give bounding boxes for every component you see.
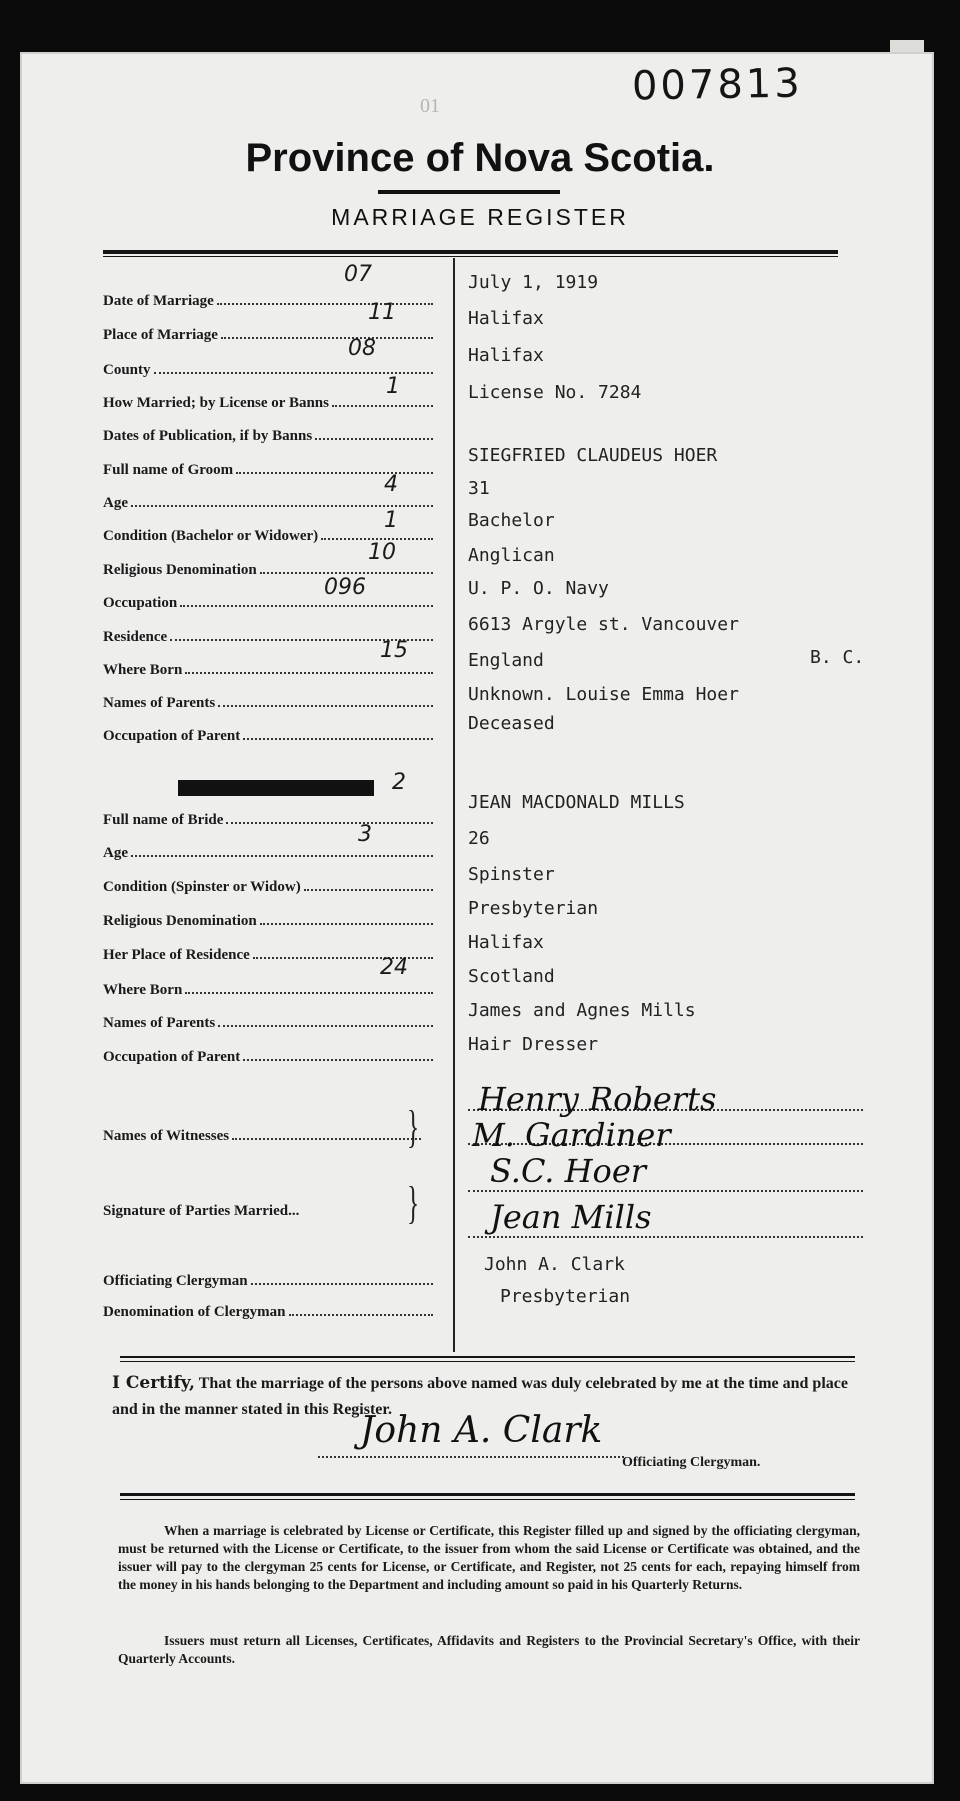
handwritten-code: 07 <box>344 262 372 287</box>
field-label: Names of Parents <box>103 1008 433 1032</box>
column-divider <box>453 258 455 1352</box>
handwritten-code: 1 <box>384 508 398 533</box>
parties-label: Signature of Parties Married... <box>103 1203 300 1219</box>
clergy-denomination-value: Presbyterian <box>500 1286 631 1307</box>
handwritten-code: 4 <box>384 472 398 497</box>
field-value: 6613 Argyle st. Vancouver <box>468 614 739 635</box>
field-value: SIEGFRIED CLAUDEUS HOER <box>468 445 718 466</box>
field-value: James and Agnes Mills <box>468 1000 696 1021</box>
signature-line <box>318 1456 624 1458</box>
field-label: Dates of Publication, if by Banns <box>103 421 433 445</box>
title-underline <box>378 190 560 194</box>
faint-mark: 01 <box>420 95 440 117</box>
parties-line-1 <box>468 1190 863 1192</box>
field-value: Scotland <box>468 966 555 987</box>
field-label: Full name of Groom <box>103 455 433 479</box>
field-label: Her Place of Residence <box>103 940 433 964</box>
officiating-value: John A. Clark <box>484 1254 625 1275</box>
handwritten-code: 096 <box>324 575 366 600</box>
footer-return-note: Issuers must return all Licenses, Certificates, Affidavits and Registers to the Provincial Secretary's Office, with their Quarterly Accounts. <box>118 1633 860 1666</box>
handwritten-code: 3 <box>358 822 372 847</box>
field-label: Age <box>103 838 433 862</box>
field-label: Age <box>103 488 433 512</box>
field-value: Halifax <box>468 932 544 953</box>
field-label: County <box>103 355 433 379</box>
field-label: Full name of Bride <box>103 805 433 829</box>
field-label: Names of Parents <box>103 688 433 712</box>
field-value: 26 <box>468 828 490 849</box>
certificate-rule-thin <box>120 1361 855 1362</box>
field-value: U. P. O. Navy <box>468 578 609 599</box>
field-value: July 1, 1919 <box>468 272 599 293</box>
field-value: Halifax <box>468 345 544 366</box>
redaction-bar <box>178 780 374 796</box>
field-label: Place of Marriage <box>103 320 433 344</box>
field-label: Religious Denomination <box>103 906 433 930</box>
field-value: Anglican <box>468 545 555 566</box>
field-value: England <box>468 650 544 671</box>
field-label: Residence <box>103 622 433 646</box>
handwritten-code: 24 <box>380 955 408 980</box>
certificate-lead: I Certify, <box>112 1373 195 1393</box>
witnesses-label: Names of Witnesses <box>103 1121 421 1145</box>
handwritten-code: 08 <box>348 336 376 361</box>
field-value: Unknown. Louise Emma Hoer <box>468 684 739 705</box>
field-label: Occupation <box>103 588 433 612</box>
field-label: Where Born <box>103 975 433 999</box>
footer-rule-thin <box>120 1499 855 1500</box>
residence-province: B. C. <box>810 647 865 668</box>
field-value: Presbyterian <box>468 898 599 919</box>
field-label: Religious Denomination <box>103 555 433 579</box>
form-subtitle: MARRIAGE REGISTER <box>331 204 629 230</box>
certificate-rule <box>120 1356 855 1358</box>
field-value: Bachelor <box>468 510 555 531</box>
handwritten-code: 11 <box>368 300 396 325</box>
field-label: Condition (Bachelor or Widower) <box>103 521 433 545</box>
bride-signature: Jean Mills <box>490 1198 652 1236</box>
field-value: Hair Dresser <box>468 1034 599 1055</box>
parties-brace: } <box>406 1177 420 1228</box>
header-rule <box>103 250 838 254</box>
field-label: Date of Marriage <box>103 286 433 310</box>
field-value: JEAN MACDONALD MILLS <box>468 792 685 813</box>
field-label: Occupation of Parent <box>103 1042 433 1066</box>
header-rule-thin <box>103 256 838 257</box>
field-label: Condition (Spinster or Widow) <box>103 872 433 896</box>
field-value: Spinster <box>468 864 555 885</box>
field-value: Halifax <box>468 308 544 329</box>
witness-signature-1: Henry Roberts <box>478 1080 717 1118</box>
field-value: License No. 7284 <box>468 382 642 403</box>
field-value: Deceased <box>468 713 555 734</box>
field-label: Occupation of Parent <box>103 721 433 745</box>
clergy-denomination-label: Denomination of Clergyman <box>103 1297 433 1321</box>
handwritten-code: 15 <box>380 638 408 663</box>
field-label: How Married; by License or Banns <box>103 388 433 412</box>
certificate-body: That the marriage of the persons above named was duly celebrated by me at the time and place and in the manner stated in this Register. <box>112 1375 848 1418</box>
handwritten-code: 1 <box>386 374 400 399</box>
parties-line-2 <box>468 1236 863 1238</box>
bride-section-code: 2 <box>392 770 406 795</box>
officiating-label: Officiating Clergyman <box>103 1266 433 1290</box>
witnesses-brace: } <box>406 1101 420 1152</box>
officiating-clergyman-caption: Officiating Clergyman. <box>622 1455 761 1470</box>
handwritten-code: 10 <box>368 540 396 565</box>
footer-rule <box>120 1493 855 1496</box>
field-value: 31 <box>468 478 490 499</box>
field-label: Where Born <box>103 655 433 679</box>
clergyman-signature: John A. Clark <box>360 1410 603 1451</box>
form-title: Province of Nova Scotia. <box>245 136 715 180</box>
footer-instructions: When a marriage is celebrated by License or Certificate, this Register filled up and signed by the officiating clergyman, must be returned with the License or Certificate, to the issuer from whom the said License or Certificate was obtained, and the issuer will pay to the clergyman 25 cents for License, or Certificate, and Register, not 25 cents for each, repaying himself from the money in his hands belonging to the Department and including amount so paid in his Quarterly Returns. <box>118 1523 860 1592</box>
witness-signature-2: M. Gardiner <box>472 1116 671 1154</box>
groom-signature: S.C. Hoer <box>490 1152 647 1190</box>
register-number: 007813 <box>631 60 804 110</box>
